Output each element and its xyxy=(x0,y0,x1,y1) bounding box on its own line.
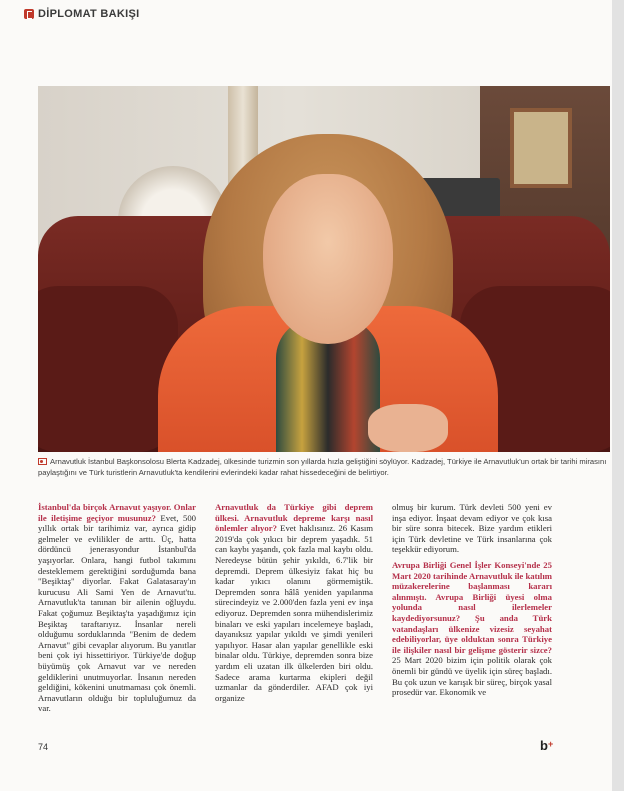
logo-plus: + xyxy=(547,739,554,749)
subject-hand xyxy=(368,404,448,452)
page-number: 74 xyxy=(38,742,49,752)
photo-caption xyxy=(38,457,610,478)
interview-answer-continued: olmuş bir kurum. Türk devleti 500 yeni ev inşa ediyor. İnşaat devam ediyor ve çok kısa bir süre sonra bitecek. Bize yardım etikleri için Türk devletine ve Türk insanlarına çok teşekkür ediyorum. xyxy=(392,502,552,555)
interview-question: Avrupa Birliği Genel İşler Konseyi'nde 25 Mart 2020 tarihinde Arnavutluk ile katılım müzakerelerine başlanması kararı alınmıştı. Avrupa Birliği üyesi olma yolunda nasıl ilerlemeler kaydediyorsunuz? Şu anda Türk vatandaşları ülkenize vizesiz seyahat edebiliyorlar, üye olduktan sonra Türkiye ile ilişkiler nasıl bir gelişme gösterir sizce? xyxy=(392,559,552,655)
caption-text: Arnavutluk İstanbul Başkonsolosu Blerta Kadzadej, ülkesinde turizmin son yıllarda hızla geliştiğini söylüyor. Kadzadej, Türkiye ile Arnavutluk'un ortak bir tarihi mirasını paylaştığını ve Türk turistlerin Arnavutluk'ta kendilerini evlerindeki kadar rahat hissedeceğini de belirtiyor. xyxy=(38,457,607,477)
page-gutter xyxy=(612,0,624,791)
interview-answer: Evet, 500 yıllık ortak bir tarihimiz var, ayrıca gidip gelmeler ve evlilikler de arttı. Üç, hatta dördüncü jenerasyondur İstanbul'da yaşıyorlar. Onlara, hangi futbol takımını desteklemem gerektiğini sorduğumda bana "Beşiktaş" diyorlar. Fakat Galatasaray'ın kurucusu Ali Sami Yen de Arnavut'tu. Arnavutluk'ta tanınan bir ailenin oğluydu. Fakat çoğumuz Beşiktaş'ta yaşadığımız için Beşiktaş taraftarıyız. İnsanlar nereli olduğumu sorduklarında "Benim de dedem Arnavut" gibi cevaplar alıyorum. Bu yanıtlar beni çok iyi hissettiriyor. Türkiye'de doğup büyümüş çok Arnavut var ve nereden geldiklerini unutmuyorlar. İnsanın nereden geldiğini, kökenini unutmaması çok önemli. Arnavutların olduğu bir topluluğumuz da var. xyxy=(38,512,196,714)
interview-question: İstanbul'da birçok Arnavut yaşıyor. Onlar ile iletişime geçiyor musunuz? xyxy=(38,502,196,523)
section-title: DİPLOMAT BAKIŞI xyxy=(38,8,140,20)
section-header xyxy=(24,6,139,22)
interview-question: Arnavutluk da Türkiye gibi deprem ülkesi. Arnavutluk depreme karşı nasıl önlemler alıyor? xyxy=(215,502,373,534)
sofa-arm-left xyxy=(38,286,178,452)
subject-face xyxy=(263,174,393,344)
picture-frame xyxy=(510,108,572,188)
interview-answer: Evet haklısınız. 26 Kasım 2019'da çok yıkıcı bir deprem yaşadık. 51 can kaybı yaşandı, çok fazla mal kaybı oldu. Neredeyse bütün şehir yıkıldı, 6.7'lik bir depremdi. Deprem ülkesiyiz fakat hiç bu kadar yıkıcı olanını görmemiştik. Depremden sonra hâlâ yeniden yapılanma sürecindeyiz ve 2.000'den fazla yeni ev inşa ediyoruz. Depremden sonra mühendislerimiz binaları ve eski yapıları incelemeye başladı, dayanıksız yapılar yıkıldı ve şimdi yenileri yapılıyor. Hasar alan yapılar genellikle eski binalar oldu. Türkiye, depremden sonra bize yardım eli uzatan ilk ülkelerden biri oldu. Sadece arama kurtarma ekipleri değil uzmanlar da gönderdiler. AFAD çok iyi organize xyxy=(215,523,373,703)
camera-icon xyxy=(38,458,47,465)
magazine-logo-icon xyxy=(24,9,34,19)
logo-letter: b xyxy=(540,738,548,753)
article-column-1 xyxy=(38,502,196,728)
magazine-logo xyxy=(540,738,553,753)
article-column-3 xyxy=(392,502,552,728)
portrait-photo xyxy=(38,86,610,452)
interview-answer: 25 Mart 2020 bizim için politik olarak çok önemli bir gündü ve üyelik için süreç başladı. Bu çok uzun ve karışık bir süreç, birçok yasal prosedür var. Ekonomik ve xyxy=(392,655,552,698)
article-column-2 xyxy=(215,502,373,728)
